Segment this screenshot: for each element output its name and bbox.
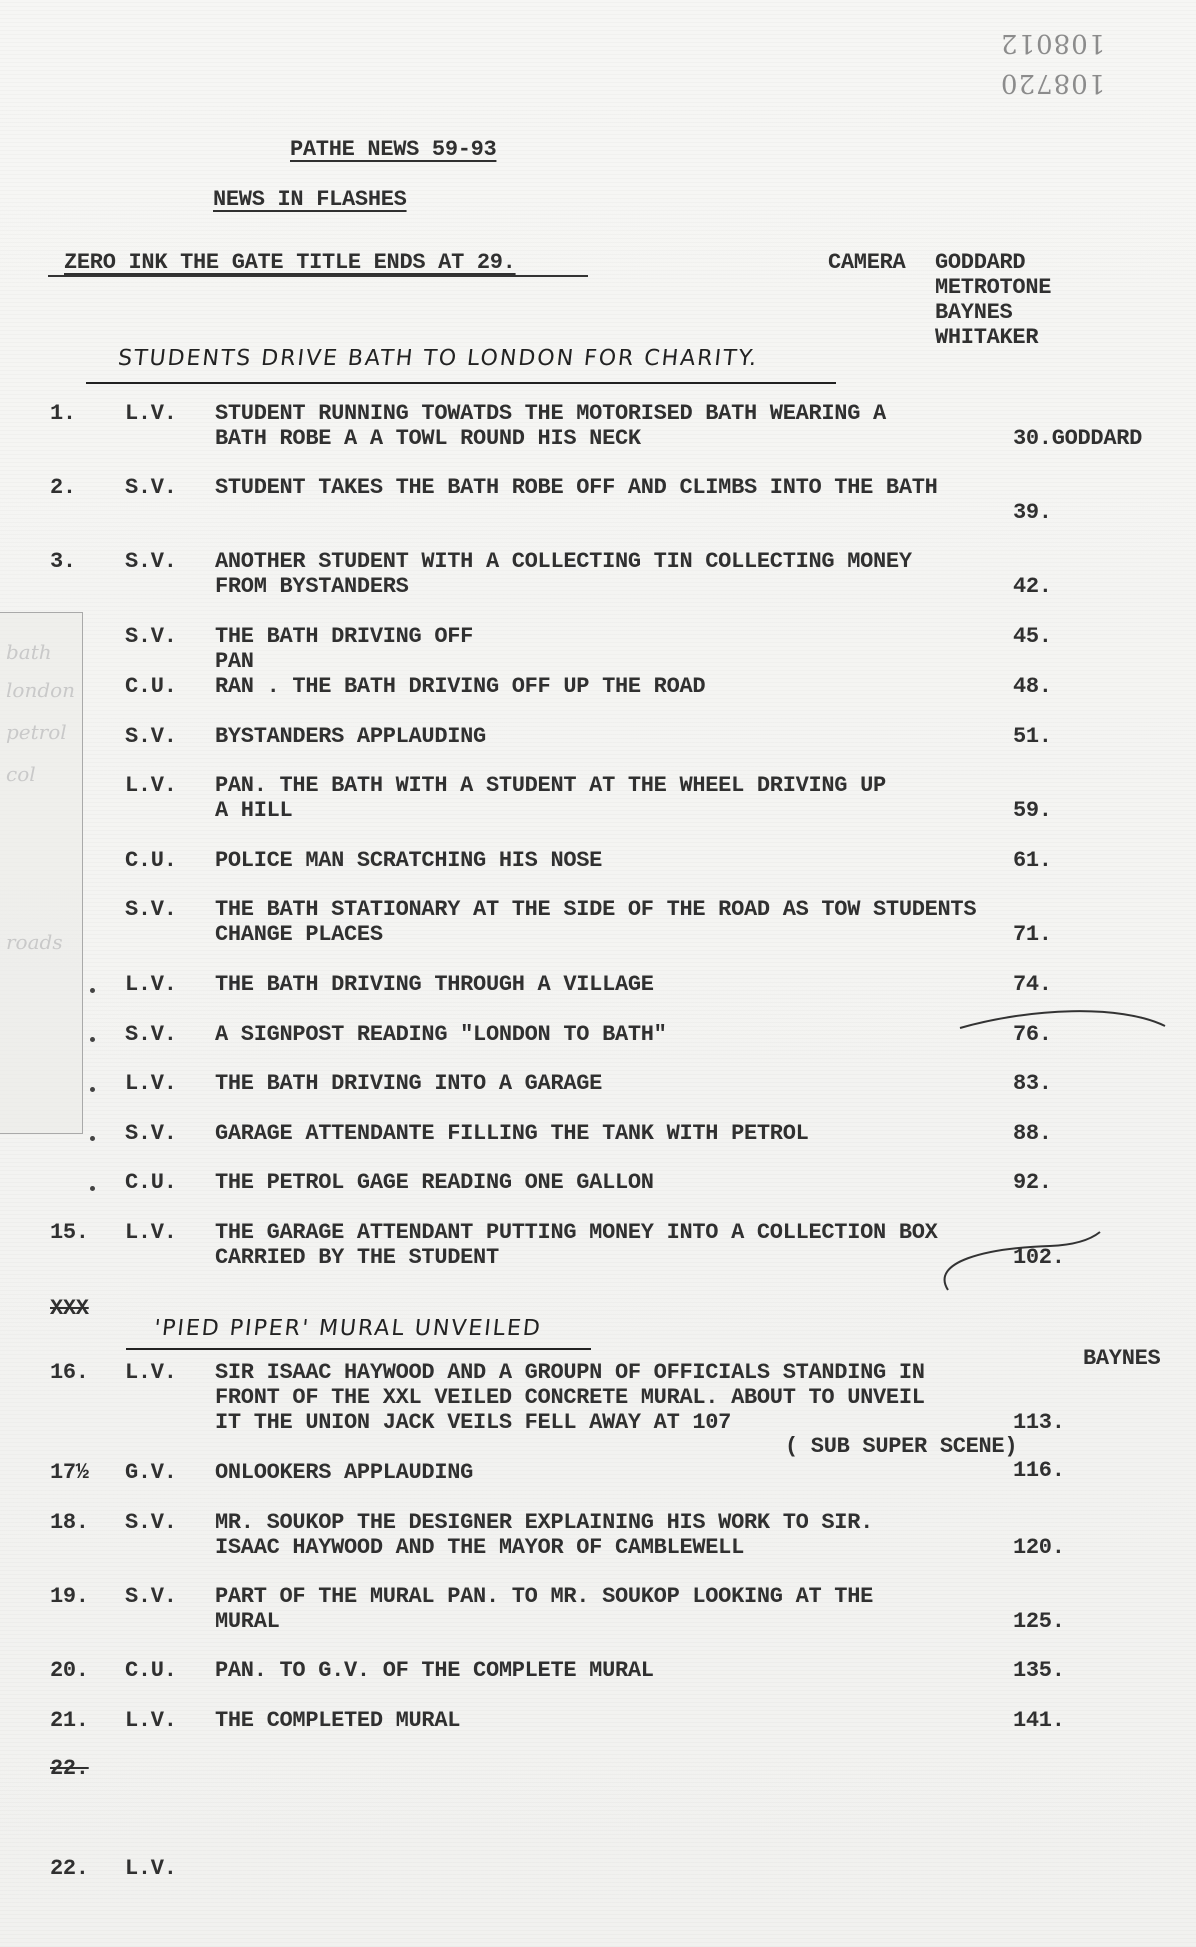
shot-description: ISAAC HAYWOOD AND THE MAYOR OF CAMBLEWELL [215,1535,744,1560]
shot-type: C.U. [125,1170,177,1195]
shot-description: CARRIED BY THE STUDENT [215,1245,499,1270]
shot-timecode: 135. [1013,1658,1065,1683]
camera-operator: BAYNES [935,300,1013,325]
shot-timecode: 92. [1013,1170,1052,1195]
shot-type: C.U. [125,1658,177,1683]
shot-number: 20. [50,1658,89,1683]
shot-description: ANOTHER STUDENT WITH A COLLECTING TIN COLLECTING MONEY [215,549,912,574]
shot-type: L.V. [125,773,177,798]
shot-description: THE GARAGE ATTENDANT PUTTING MONEY INTO A COLLECTION BOX [215,1220,938,1245]
shot-timecode: 125. [1013,1609,1065,1634]
shot-type: S.V. [125,549,177,574]
shot-description: BATH ROBE A A TOWL ROUND HIS NECK [215,426,641,451]
shot-description: FRONT OF THE XXL VEILED CONCRETE MURAL. ABOUT TO UNVEIL [215,1385,925,1410]
shot-timecode: 141. [1013,1708,1065,1733]
story-heading-underline [126,1348,591,1350]
shot-number: 22. [50,1856,89,1881]
shot-description: PAN. THE BATH WITH A STUDENT AT THE WHEEL DRIVING UP [215,773,886,798]
shot-description: GARAGE ATTENDANTE FILLING THE TANK WITH PETROL [215,1121,809,1146]
shot-description: THE PETROL GAGE READING ONE GALLON [215,1170,654,1195]
gate-note: ZERO INK THE GATE TITLE ENDS AT 29. [64,250,516,275]
margin-dot [90,1136,95,1141]
shot-number: 19. [50,1584,89,1609]
shot-number: 1. [50,401,76,426]
shot-timecode: 74. [1013,972,1052,997]
shot-type: L.V. [125,1220,177,1245]
shot-description: PAN. TO G.V. OF THE COMPLETE MURAL [215,1658,654,1683]
story-heading: STUDENTS DRIVE BATH TO LONDON FOR CHARITY. [116,346,760,371]
shot-description: THE BATH DRIVING THROUGH A VILLAGE [215,972,654,997]
struck-number: 22. [50,1756,89,1781]
shot-type: L.V. [125,1856,177,1881]
shot-type: L.V. [125,1360,177,1385]
shot-type: S.V. [125,475,177,500]
shot-timecode: 30.GODDARD [1013,426,1143,451]
shot-type: C.U. [125,674,177,699]
shot-timecode: 48. [1013,674,1052,699]
shot-timecode: 59. [1013,798,1052,823]
shot-timecode: 71. [1013,922,1052,947]
shot-description: PAN [215,649,254,674]
camera-label: CAMERA [828,250,906,275]
ghost-handwriting: bath [6,640,52,664]
shot-description: IT THE UNION JACK VEILS FELL AWAY AT 107 [215,1410,732,1435]
page-title: PATHE NEWS 59-93 [290,137,497,162]
struck-prefix: XXX [50,1296,89,1321]
camera-operator: METROTONE [935,275,1052,300]
shot-timecode: 116. [1013,1458,1065,1483]
shot-number: 16. [50,1360,89,1385]
shot-description: CHANGE PLACES [215,922,383,947]
page-subtitle: NEWS IN FLASHES [213,187,407,212]
margin-dot [90,1037,95,1042]
shot-timecode: 42. [1013,574,1052,599]
shot-type: S.V. [125,624,177,649]
shot-type: G.V. [125,1460,177,1485]
shot-type: L.V. [125,1071,177,1096]
shot-timecode: 45. [1013,624,1052,649]
shot-description: THE BATH DRIVING INTO A GARAGE [215,1071,603,1096]
shot-description: SIR ISAAC HAYWOOD AND A GROUPN OF OFFICIALS STANDING IN [215,1360,925,1385]
shot-type: L.V. [125,972,177,997]
shot-timecode: 83. [1013,1071,1052,1096]
shot-number: 3. [50,549,76,574]
shot-timecode: 120. [1013,1535,1065,1560]
shot-timecode: 76. [1013,1022,1052,1047]
shot-type: S.V. [125,1121,177,1146]
shot-timecode: 39. [1013,500,1052,525]
shot-type: S.V. [125,897,177,922]
shot-description: BYSTANDERS APPLAUDING [215,724,486,749]
shot-number: 21. [50,1708,89,1733]
shot-type: L.V. [125,1708,177,1733]
shot-timecode: 102. [1013,1245,1065,1270]
shot-description: STUDENT TAKES THE BATH ROBE OFF AND CLIMBS INTO THE BATH [215,475,938,500]
ghost-handwriting: col [6,762,36,786]
shot-type: C.U. [125,848,177,873]
shot-description: STUDENT RUNNING TOWATDS THE MOTORISED BATH WEARING A [215,401,886,426]
shot-type: S.V. [125,1510,177,1535]
camera-operator: GODDARD [935,250,1026,275]
shot-description: RAN . THE BATH DRIVING OFF UP THE ROAD [215,674,706,699]
ghost-handwriting: petrol [6,720,67,744]
margin-dot [90,1186,95,1191]
shot-timecode: 88. [1013,1121,1052,1146]
shot-type: S.V. [125,1022,177,1047]
shot-description: POLICE MAN SCRATCHING HIS NOSE [215,848,603,873]
shot-description: THE BATH DRIVING OFF [215,624,474,649]
shot-description: THE COMPLETED MURAL [215,1708,461,1733]
shot-number: 2. [50,475,76,500]
shot-type: S.V. [125,724,177,749]
gate-note-underline [48,275,588,277]
story-heading-underline [86,382,836,384]
shot-type: L.V. [125,401,177,426]
shot-note: ( SUB SUPER SCENE) [785,1434,1018,1459]
pen-arc-top [960,1011,1165,1028]
shot-number: 17½ [50,1460,89,1485]
margin-dot [90,988,95,993]
shot-type: S.V. [125,1584,177,1609]
ghost-handwriting: london [6,678,76,702]
archive-mark-2: 108720 [1000,68,1106,98]
shot-description: A SIGNPOST READING "LONDON TO BATH" [215,1022,667,1047]
story-heading: 'PIED PIPER' MURAL UNVEILED [152,1316,544,1341]
shot-description: PART OF THE MURAL PAN. TO MR. SOUKOP LOOKING AT THE [215,1584,874,1609]
shot-timecode: 61. [1013,848,1052,873]
archive-mark-1: 108012 [1000,28,1106,58]
camera-operator: WHITAKER [935,325,1039,350]
shot-timecode: 113. [1013,1410,1065,1435]
shot-description: THE BATH STATIONARY AT THE SIDE OF THE ROAD AS TOW STUDENTS [215,897,977,922]
shot-description: MR. SOUKOP THE DESIGNER EXPLAINING HIS WORK TO SIR. [215,1510,874,1535]
ghost-handwriting: roads [6,930,63,954]
shot-description: MURAL [215,1609,280,1634]
camera-note: BAYNES [1083,1346,1161,1371]
shot-timecode: 51. [1013,724,1052,749]
shot-description: A HILL [215,798,293,823]
shot-description: FROM BYSTANDERS [215,574,409,599]
margin-dot [90,1087,95,1092]
shot-number: 15. [50,1220,89,1245]
shot-description: ONLOOKERS APPLAUDING [215,1460,474,1485]
shot-number: 18. [50,1510,89,1535]
